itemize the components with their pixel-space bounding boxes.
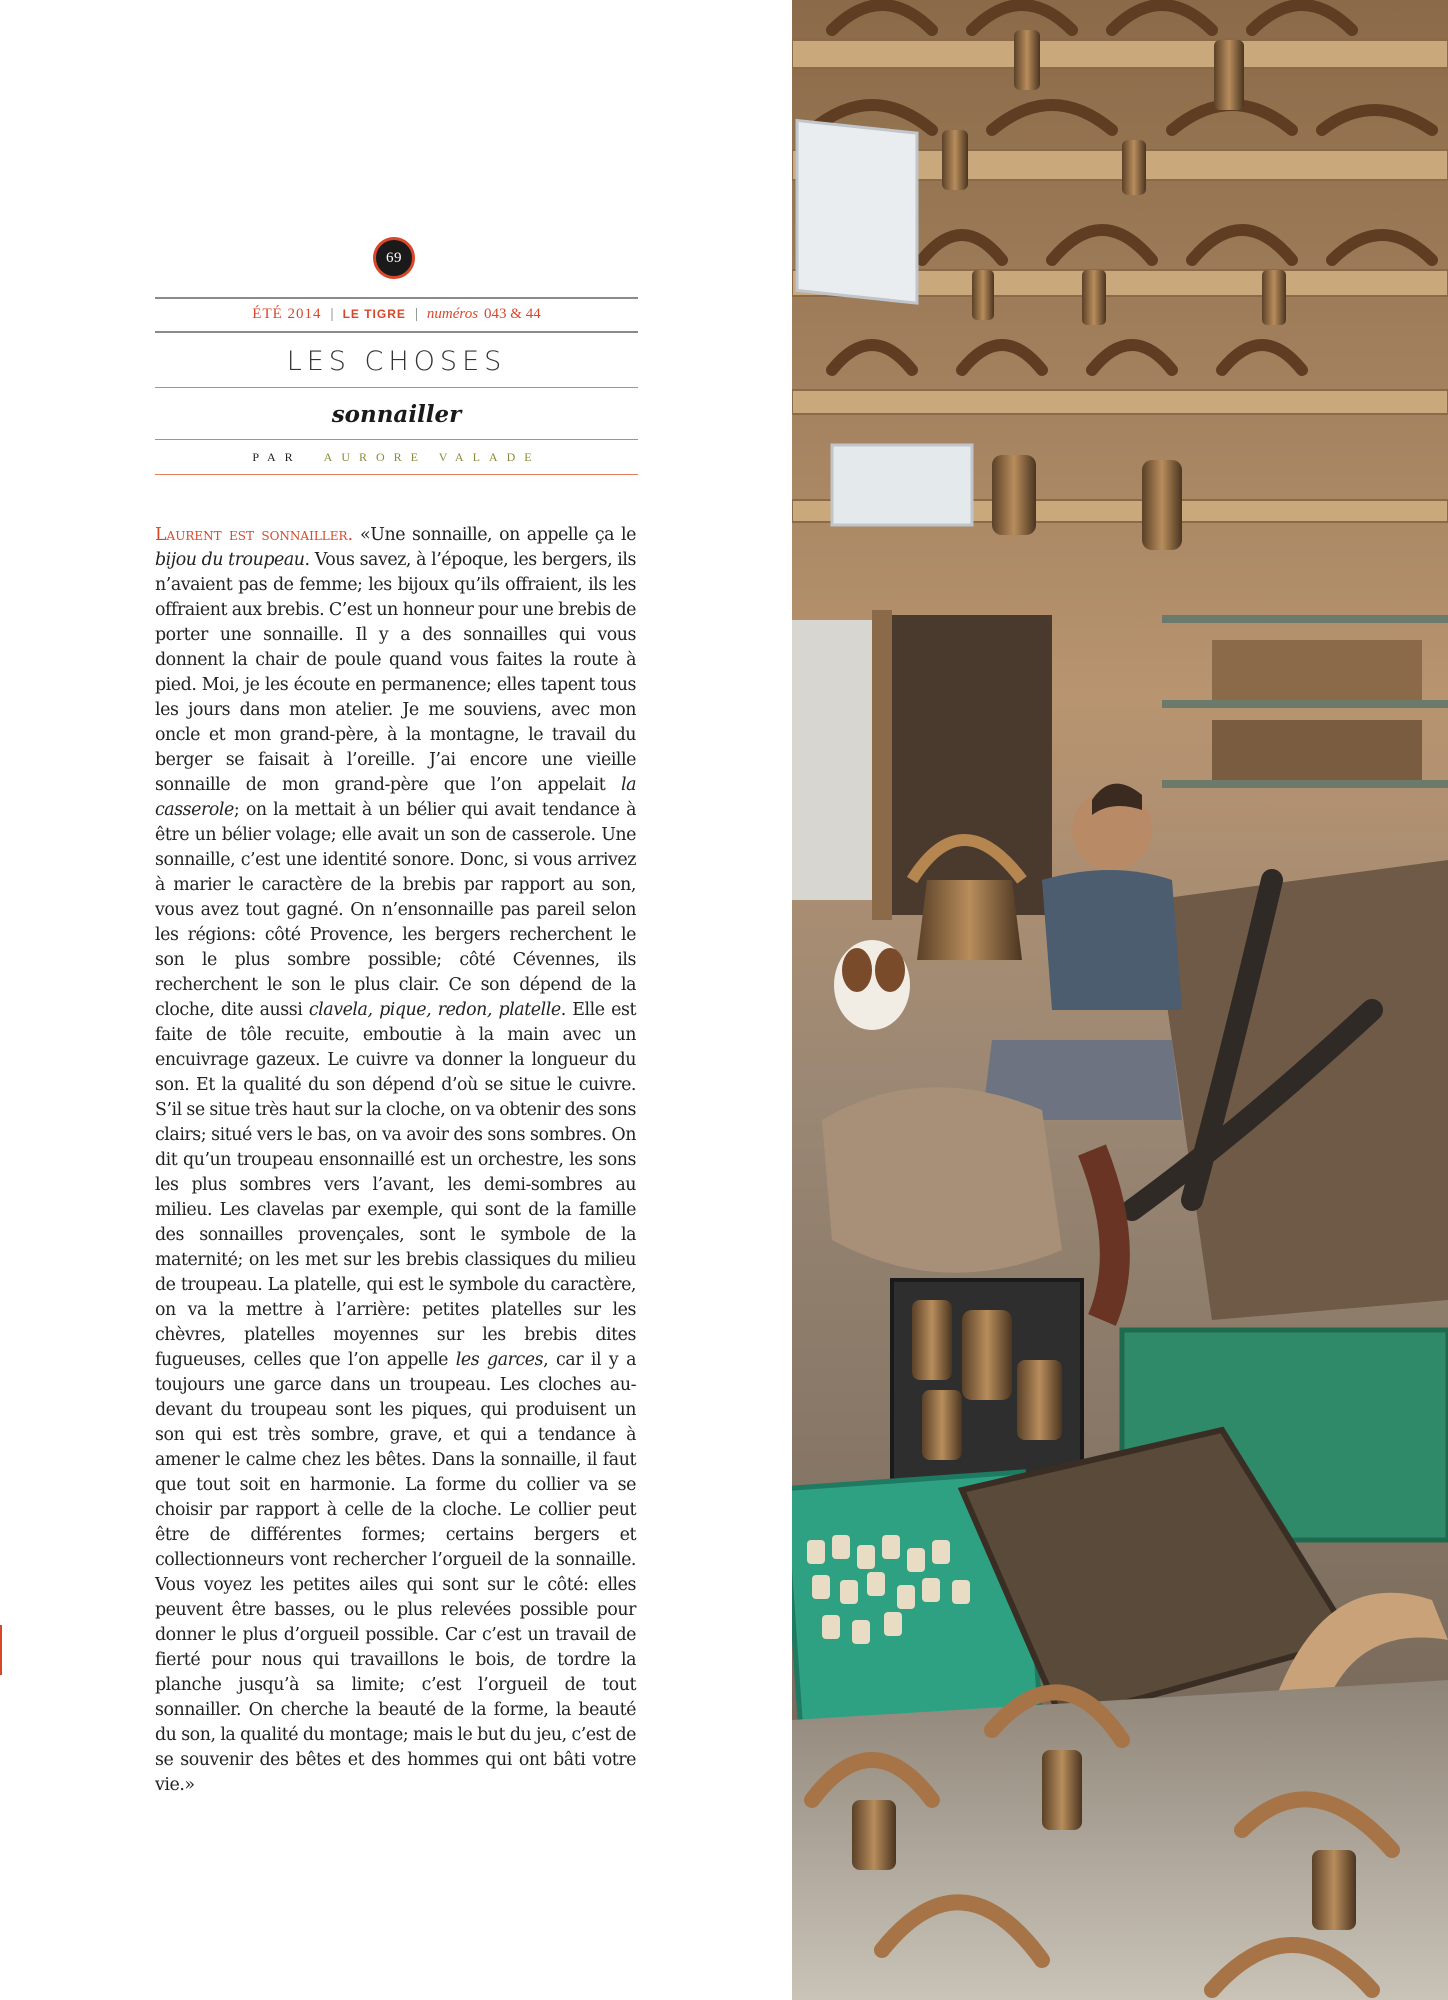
byline: [155, 443, 638, 471]
article-lead: Laurent est sonnailler.: [155, 525, 354, 546]
byline-par: PAR: [252, 449, 302, 464]
page-number: 69: [386, 249, 402, 266]
article-emphasis: les garces: [455, 1350, 544, 1371]
article-text: . Vous savez, à l’époque, les bergers, ils n’avaient pas de femme; les bijoux qu’ils offraient, ils les offraient aux brebis. C’est un honneur pour une brebis de porter une sonnaille. Il y a des sonnailles qui vous donnent la chair de poule quand vous faites la route à pied. Moi, je les écoute en permanence; elles tapent tous les jours dans mon atelier. Je me souviens, avec mon oncle et mon grand-père, à la montagne, le travail du berger se faisait à l’oreille. J’ai encore une vieille sonnaille de mon grand-père que l’on appelait: [155, 550, 636, 796]
issue-line: [155, 300, 638, 328]
article-text: «Une sonnaille, on appelle ça le: [353, 525, 636, 546]
section-rule: [155, 387, 638, 388]
header-rule-top: [155, 297, 638, 299]
article-body: [155, 523, 636, 1798]
issue-separator: |: [414, 305, 418, 322]
workshop-photo: [792, 0, 1448, 2000]
title-rule: [155, 439, 638, 440]
issue-numbers: 043 & 44: [484, 305, 541, 322]
article-title: sonnailler: [331, 400, 462, 428]
article-text: . Elle est faite de tôle recuite, emboutie à la main avec un encuivrage gazeux. Le cuivre va donner la longueur du son. Et la qualité du son dépend d’où se situe le cuivre. S’il se situe très haut sur la cloche, on va obtenir des sons clairs; situé vers le bas, on va avoir des sons sombres. On dit qu’un troupeau ensonnaillé est un orchestre, les sons les plus sombres vers l’avant, les demi-sombres au milieu. Les clavelas par exemple, qui sont de la famille des sonnailles provençales, sont le symbole de la maternité; on les met sur les brebis classiques du milieu de troupeau. La platelle, qui est le symbole du caractère, on va la mettre à l’arrière: petites platelles sur les chèvres, platelles moyennes sur les brebis dites fugueuses, celles que l’on appelle: [155, 1000, 636, 1371]
issue-numbers-label: numéros: [426, 305, 479, 322]
page-number-badge: [373, 237, 415, 279]
byline-rule: [155, 474, 638, 475]
article-text: ; on la mettait à un bélier qui avait tendance à être un bélier volage; elle avait un son de casserole. Une sonnaille, c’est une identité sonore. Donc, si vous arrivez à marier le caractère de la brebis par rapport au son, vous avez tout gagné. On n’ensonnaille pas pareil selon les régions: côté Provence, les bergers recherchent le son le plus sombre possible; côté Cévennes, ils recherchent le son le plus clair. Ce son dépend de la cloche, dite aussi: [155, 800, 636, 1021]
byline-author: AURORE VALADE: [323, 449, 541, 464]
header-rule-middle: [155, 331, 638, 333]
article-emphasis: bijou du troupeau: [155, 550, 305, 571]
issue-season: ÉTÉ 2014: [252, 305, 322, 322]
magazine-name: LE TIGRE: [342, 307, 406, 321]
article-emphasis: la casserole: [155, 775, 636, 821]
section-title: LES CHOSES: [286, 345, 507, 377]
edge-mark: [0, 1625, 2, 1675]
article-text: , car il y a toujours une garce dans un troupeau. Les cloches au-devant du troupeau sont les piques, qui produisent un son qui est très sombre, grave, et qui a tendance à amener le calme chez les bêtes. Dans la sonnaille, il faut que tout soit en harmonie. La forme du collier va se choisir par rapport à celle de la cloche. Le collier peut être de différentes formes; certains bergers et collectionneurs vont rechercher l’orgueil de la sonnaille. Vous voyez les petites ailes qui sont sur le côté: elles peuvent être basses, ou le plus relevées possible pour donner le plus d’orgueil possible. Car c’est un travail de fierté pour nous qui travaillons le bois, de tordre la planche jusqu’à sa limite; c’est l’orgueil de tout sonnailler. On cherche la beauté de la forme, la beauté du son, la qualité du montage; mais le but du jeu, c’est de se souvenir des bêtes et des hommes qui ont bâti votre vie.»: [155, 1350, 636, 1796]
issue-separator: |: [330, 305, 334, 322]
article-emphasis: clavela, pique, redon, platelle: [308, 1000, 561, 1021]
